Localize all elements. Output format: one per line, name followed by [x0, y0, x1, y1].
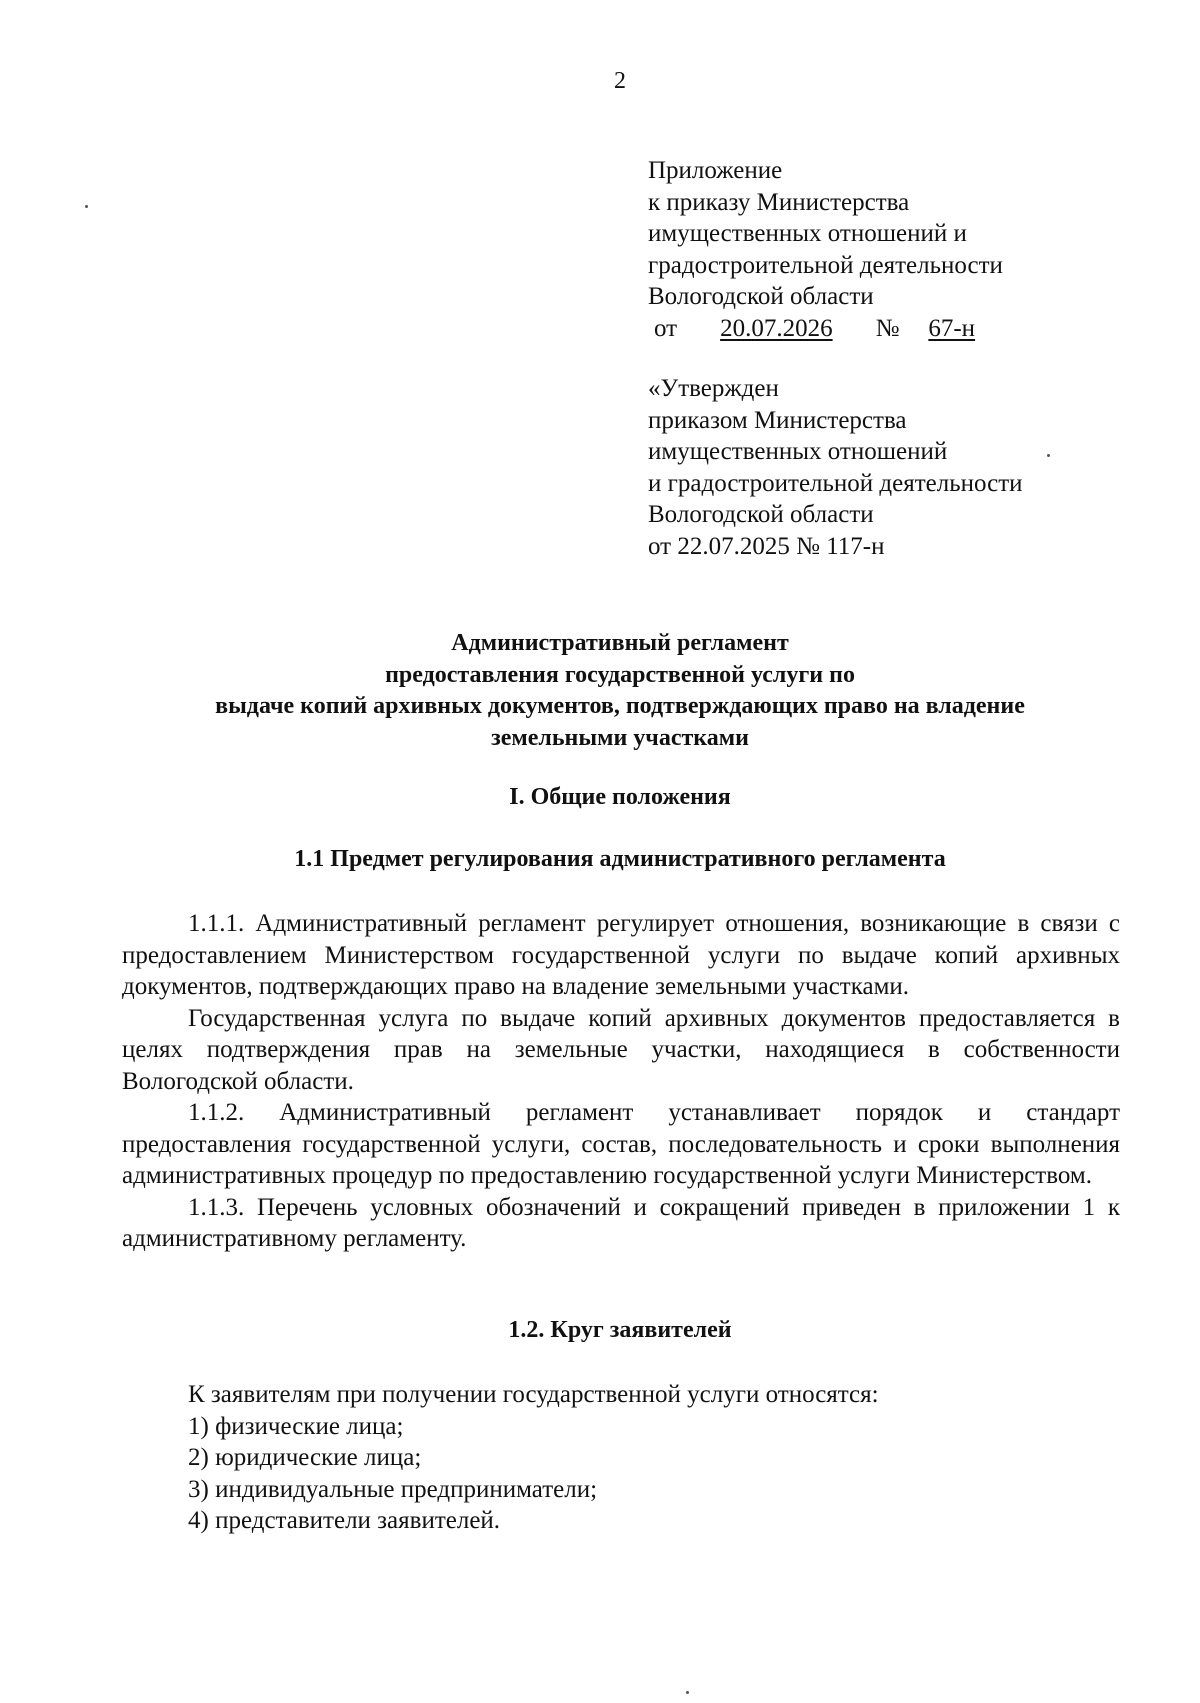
title-line: земельными участками [491, 724, 749, 751]
list-item: 3) индивидуальные предприниматели; [188, 1475, 598, 1503]
subsection-heading: 1.1 Предмет регулирования административного регламента [294, 846, 946, 872]
scan-speck [1047, 454, 1050, 457]
approval-line: «Утвержден [648, 375, 779, 402]
approval-line: приказом Министерства [648, 406, 907, 434]
appendix-line: имущественных отношений и [648, 220, 967, 247]
order-prefix: от [654, 314, 678, 342]
approval-block [648, 373, 1023, 562]
approval-line: от 22.07.2025 № 117-н [648, 532, 885, 560]
appendix-line: градостроительной деятельности [648, 251, 1003, 279]
title-line: выдаче копий архивных документов, подтверждающих право на владение [215, 693, 1025, 719]
appendix-line: Приложение [648, 157, 783, 184]
appendix-line: Вологодской области [648, 283, 874, 310]
paragraph: 1.1.2. Административный регламент устанавливает порядок и стандарт предоставления государственной услуги, состав, последовательность и сроки выполнения административных процедур по предоставлению государственной услуги Министерством. [122, 1099, 1120, 1189]
applicants-intro: К заявителям при получении государственной услуги относятся: [188, 1381, 879, 1408]
page-number: 2 [614, 68, 626, 94]
list-item: 4) представители заявителей. [188, 1507, 501, 1534]
body-text [122, 908, 1120, 1255]
approval-line: имущественных отношений [648, 438, 948, 465]
applicants-heading: 1.2. Круг заявителей [508, 1317, 732, 1343]
list-item: 2) юридические лица; [188, 1444, 422, 1471]
scan-speck [85, 205, 88, 208]
paragraph: Государственная услуга по выдаче копий архивных документов предоставляется в целях подтверждения прав на земельные участки, находящиеся в собственности Вологодской области. [122, 1004, 1120, 1095]
appendix-block [648, 155, 1003, 344]
title-line: Административный регламент [451, 630, 789, 656]
section-heading: I. Общие положения [509, 784, 731, 810]
number-sign: № [875, 314, 900, 342]
scan-speck [686, 1691, 689, 1694]
order-date: 20.07.2026 [720, 314, 833, 342]
approval-line: и градостроительной деятельности [648, 469, 1023, 497]
order-reference [648, 313, 1003, 345]
applicants-block [188, 1379, 879, 1537]
list-item: 1) физические лица; [188, 1412, 404, 1440]
appendix-line: к приказу Министерства [648, 188, 910, 216]
order-number: 67-н [928, 314, 976, 342]
document-title [120, 628, 1120, 754]
paragraph: 1.1.3. Перечень условных обозначений и сокращений приведен в приложении 1 к административному регламенту. [122, 1193, 1120, 1252]
approval-line: Вологодской области [648, 501, 874, 528]
title-line: предоставления государственной услуги по [385, 661, 855, 688]
paragraph: 1.1.1. Административный регламент регулирует отношения, возникающие в связи с предоставлением Министерством государственной услуги по выдаче копий архивных документов, подтверждающих право на владение земельными участками. [122, 910, 1120, 1000]
